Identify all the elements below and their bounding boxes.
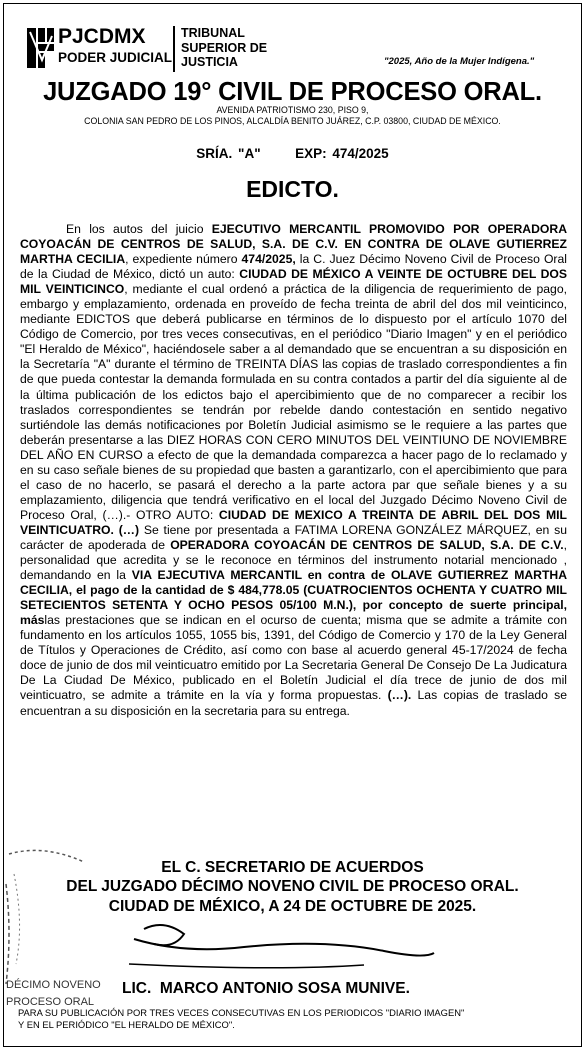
header-divider [173,26,175,72]
body-text: Se tiene por presentada a FATIMA LORENA GONZÁLEZ MÁRQUEZ, en su carácter de apoderada de [20,522,568,552]
body-text: , personalidad que acredita y se le reconoce en términos del instrumento notarial mencionado , demandando en la [20,537,567,583]
address-line-1: AVENIDA PATRIOTISMO 230, PISO 9, [216,105,369,115]
body-text: , mediante el cual ordenó a práctica de la diligencia de requerimiento de pago, embargo y emplazamiento, ordenada en proveído de fecha treinta de abril del dos mil veinticinco, mediante EDICTOS que deberá publicarse en términos de lo dispuesto por el artículo 1070 del Código de Comercio, por tres veces consecutivas, en el periódico "Diario Imagen" y en el periódico "El Heraldo de México", haciéndosele saber a al demandado que se encuentran a su disposición en la Secretaría "A" durante el término de TREINTA DÍAS las copias de traslado correspondientes a fin de que pueda contestar la demanda formulada en su contra contados a partir del día siguiente al de la última publicación de los edictos bajo el apercibimiento que de no comparecer a recibir los traslados correspondientes se tendrán por rebelde dando contestación en sentido negativo surtiéndole las demás notificaciones por Boletín Judicial asimismo se le requiere a las partes que deberán presentarse a las DIEZ HORAS CON CERO MINUTOS DEL VEINTIUNO DE NOVIEMBRE DEL AÑO EN CURSO a efecto de que la demandada comparezca a hacer pago de lo reclamado y en su caso señale bienes de su propiedad que basten a garantizarlo, con el apercibimiento que para el caso de no hacerlo, se pasará el derecho a la parte actora par que señale bienes y a su emplazamiento, diligencia que tendrá verificativo en el local del Juzgado Décimo Noveno Civil de Proceso Oral, (…).- OTRO AUTO: [20,282,567,522]
file-reference [4,146,581,161]
tribunal-line-2: SUPERIOR DE [181,40,268,55]
body-text: las prestaciones que se indican en el ocurso de cuenta; misma que se admite a trámite con fundamento en los artículos 1055, 1055 bis, 1391, del Código de Comercio y 170 de la Ley General de Títulos y Operaciones de Crédito, así como con base al acuerdo general 45-17/2024 de fecha doce de junio de dos mil veinticuatro emitido por La Secretaria General De Consejo De La Judicatura De La Ciudad De México, publicado en el Boletín Judicial el día trece de junio de dos mil veinticuatro, se admite a trámite en la vía y forma propuestas. [20,613,567,703]
edict-page [3,3,582,1047]
court-address [4,105,581,127]
body-bold-text: OPERADORA COYOACÁN DE CENTROS DE SALUD, S.A. DE C.V. [170,537,564,552]
signer-court: DEL JUZGADO DÉCIMO NOVENO CIVIL DE PROCESO ORAL. [66,878,519,895]
year-motto: "2025, Año de la Mujer Indígena." [384,56,535,67]
tribunal-line-3: JUSTICIA [181,55,238,69]
edict-body [20,222,567,719]
publication-note-line-1: PARA SU PUBLICACIÓN POR TRES VECES CONSECUTIVAS EN LOS PERIODICOS "DIARIO IMAGEN" [18,1007,465,1018]
judicial-emblem-icon [26,26,56,70]
body-text: , expediente número [125,252,242,267]
body-bold-text: VIA EJECUTIVA MERCANTIL en contra de OLAVE GUTIERREZ MARTHA CECILIA, el pago de la cantidad de $ 484,778.05 (CUATROCIENTOS OCHENTA Y CUATRO MIL SETECIENTOS SETENTA Y OCHO PESOS 05/100 M.N.), por concepto de suerte principal, más [20,568,567,628]
pjcdmx-logo [26,26,174,72]
address-line-2: COLONIA SAN PEDRO DE LOS PINOS, ALCALDÍA BENITO JUÁREZ, C.P. 03800, CIUDAD DE MÉXICO. [84,116,501,126]
logo-wordmark: PJCDMX [58,25,146,48]
file-reference-text: SRÍA. "A" EXP: 474/2025 [196,146,389,161]
body-bold-text: EJECUTIVO MERCANTIL PROMOVIDO POR OPERADORA COYOACÁN DE CENTROS DE SALUD, S.A. DE C.V. EN CONTRA DE OLAVE GUTIERREZ MARTHA CECILIA [20,222,567,267]
signature-date: CIUDAD DE MÉXICO, A 24 DE OCTUBRE DE 2025. [108,898,477,915]
document-title: EDICTO. [246,176,339,202]
body-text: En los autos del juicio [66,222,212,236]
body-bold-text: 474/2025, [241,252,296,267]
handwritten-signature [124,909,444,974]
signer-name: LIC. MARCO ANTONIO SOSA MUNIVE. [122,980,410,997]
publication-note-line-2: Y EN EL PERIÓDICO "EL HERALDO DE MÉXICO". [18,1018,235,1030]
body-text: la C. Juez Décimo Noveno Civil de Proceso Oral de la Ciudad de México, dictó un auto: [20,252,567,282]
logo-subtitle: PODER JUDICIAL [58,50,173,65]
body-bold-text: CIUDAD DE MEXICO A TREINTA DE ABRIL DEL DOS MIL VEINTICUATRO. (…) [20,507,567,537]
signer-title: EL C. SECRETARIO DE ACUERDOS [161,859,424,876]
tribunal-line-1: TRIBUNAL [181,26,245,40]
publication-note [18,1007,578,1030]
body-text: Las copias de traslado se encuentran a su disposición en la secretaria para su entrega. [20,688,567,718]
body-bold-text: (…). [387,688,412,703]
stamp-text-1: DÉCIMO NOVENO [6,979,101,991]
stamp-text-2: PROCESO ORAL [6,996,95,1008]
court-title: JUZGADO 19° CIVIL DE PROCESO ORAL. [43,78,542,106]
body-bold-text: CIUDAD DE MÉXICO A VEINTE DE OCTUBRE DEL DOS MIL VEINTICINCO [20,267,567,297]
edict-paragraph [20,222,567,719]
tribunal-name [181,26,267,70]
